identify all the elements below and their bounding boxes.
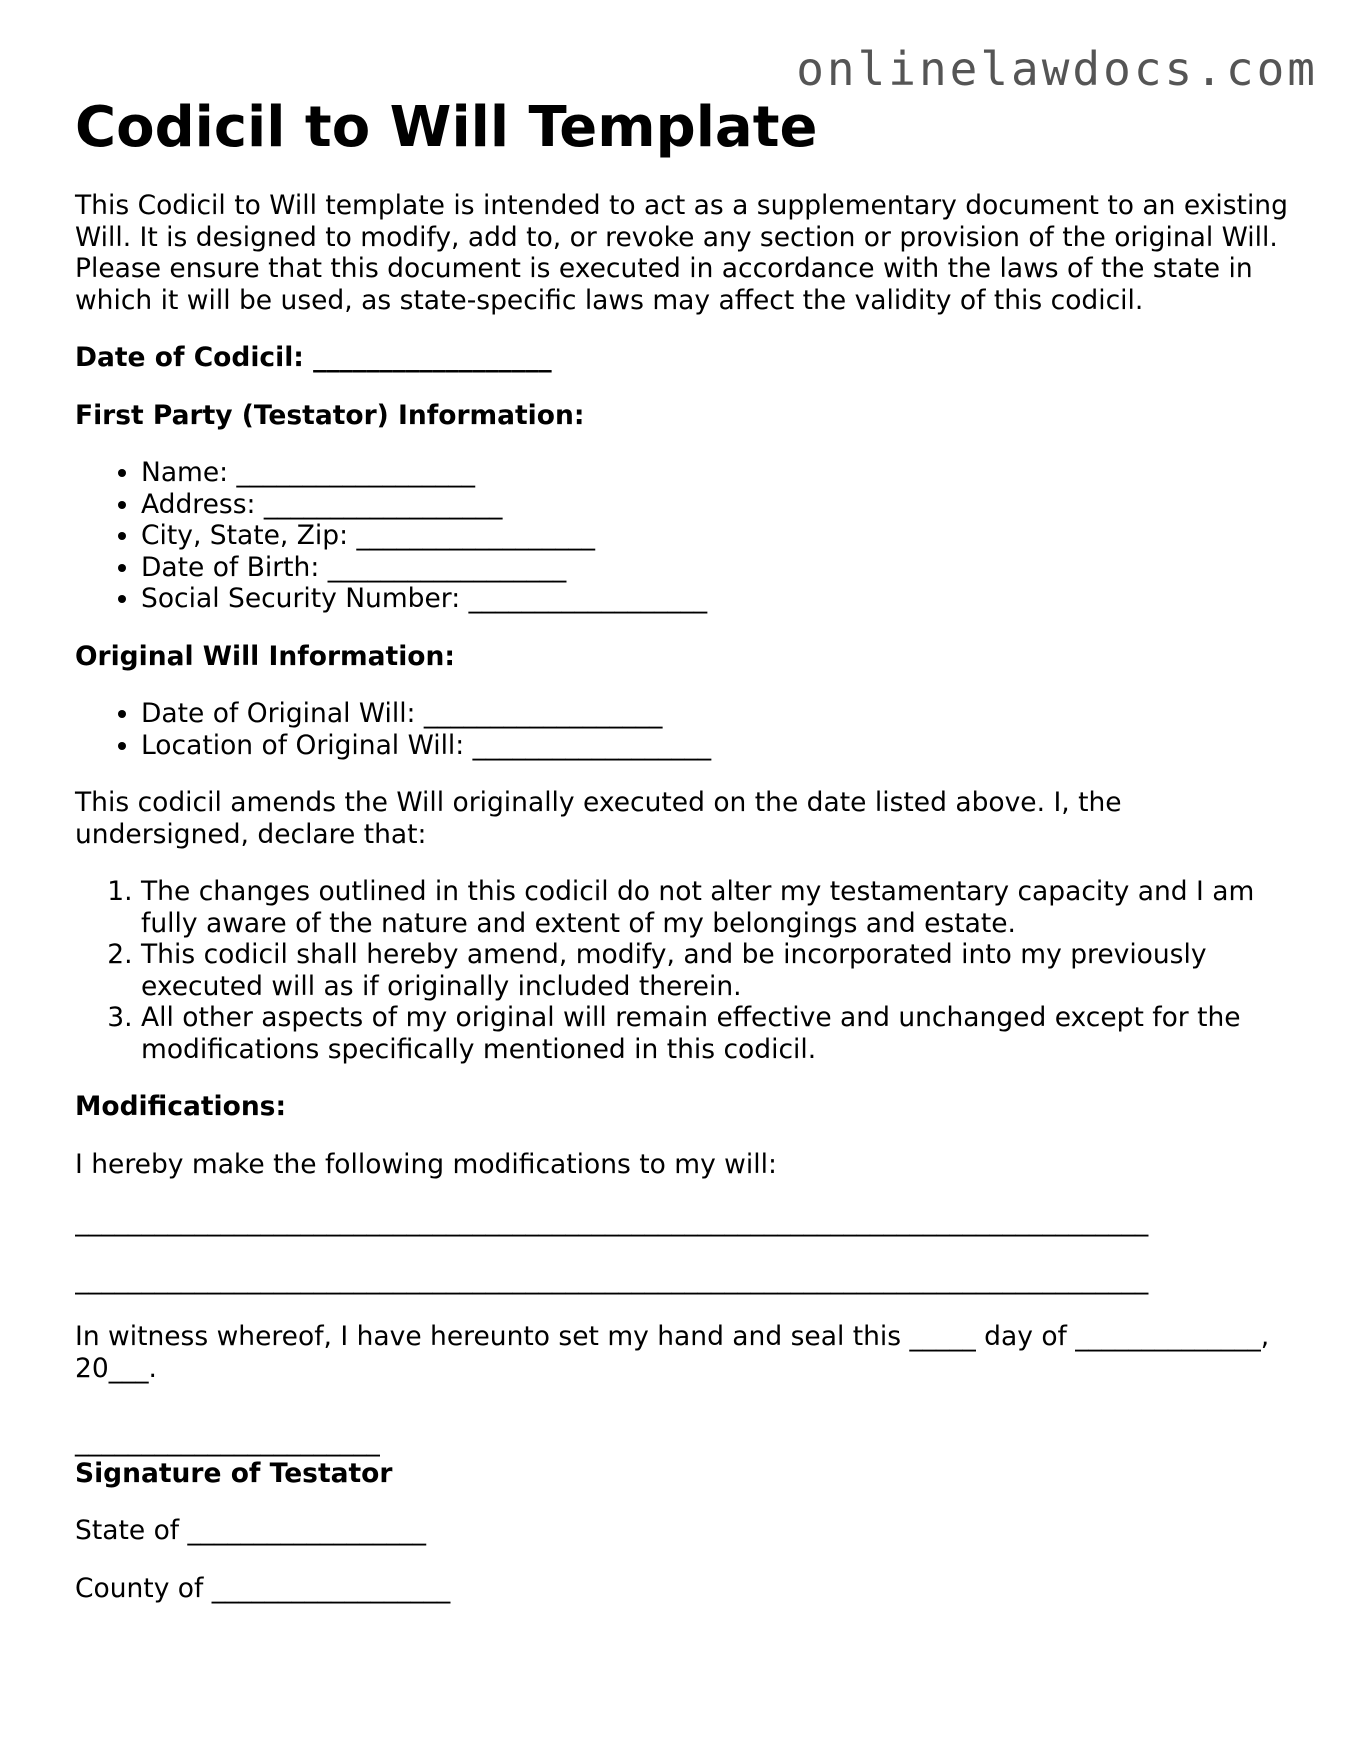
declarations-list bbox=[75, 876, 1290, 1065]
city-state-zip-field: • City, State, Zip: __________________ bbox=[141, 520, 1290, 552]
witness-statement: In witness whereof, I have hereunto set my hand and seal this _____ day of ______________, 20___. bbox=[75, 1321, 1270, 1384]
declaration-item: 1. The changes outlined in this codicil do not alter my testamentary capacity and I am fully aware of the nature and extent of my belongings and estate. bbox=[141, 876, 1290, 939]
first-party-heading: First Party (Testator) Information: bbox=[75, 399, 585, 431]
first-party-list bbox=[75, 457, 1290, 615]
original-will-heading: Original Will Information: bbox=[75, 640, 455, 672]
name-field: • Name: __________________ bbox=[141, 457, 1290, 489]
modifications-heading: Modifications: bbox=[75, 1091, 287, 1122]
original-will-list bbox=[75, 698, 1290, 761]
declaration-item: 3. All other aspects of my original will remain effective and unchanged except for the modifications specifically mentioned in this codicil. bbox=[141, 1002, 1290, 1065]
date-of-codicil-field: Date of Codicil: __________________ bbox=[75, 342, 552, 373]
amend-statement: This codicil amends the Will originally executed on the date listed above. I, the undersigned, declare that: bbox=[75, 787, 1122, 850]
page-title: Codicil to Will Template bbox=[75, 95, 818, 160]
document-body bbox=[75, 92, 1290, 1630]
modifications-text: I hereby make the following modifications to my will: bbox=[75, 1148, 777, 1180]
county-of-field: County of __________________ bbox=[75, 1572, 451, 1604]
signature-block bbox=[75, 1426, 1290, 1489]
watermark: onlinelawdocs.com bbox=[796, 42, 1318, 96]
state-of-field: State of __________________ bbox=[75, 1515, 427, 1546]
intro-paragraph: This Codicil to Will template is intended to act as a supplementary document to an existing Will. It is designed to modify, add to, or revoke any section or provision of the original Will. Please ensure that this document is executed in accordance with the laws of the state in which it will be used, as state-specific laws may affect the validity of this codicil. bbox=[75, 190, 1288, 316]
modification-line: _________________________________________________________________________________ bbox=[75, 1263, 1149, 1295]
address-field: • Address: __________________ bbox=[141, 489, 1290, 521]
modification-line: _________________________________________________________________________________ bbox=[75, 1206, 1149, 1237]
original-will-location-field: • Location of Original Will: __________________ bbox=[141, 730, 1290, 762]
signature-label: Signature of Testator bbox=[75, 1457, 393, 1489]
declaration-item: 2. This codicil shall hereby amend, modify, and be incorporated into my previously executed will as if originally included therein. bbox=[141, 939, 1290, 1002]
signature-line: _______________________ bbox=[75, 1426, 380, 1457]
original-will-date-field: • Date of Original Will: __________________ bbox=[141, 698, 1290, 730]
ssn-field: • Social Security Number: __________________ bbox=[141, 583, 1290, 615]
date-of-birth-field: • Date of Birth: __________________ bbox=[141, 552, 1290, 584]
